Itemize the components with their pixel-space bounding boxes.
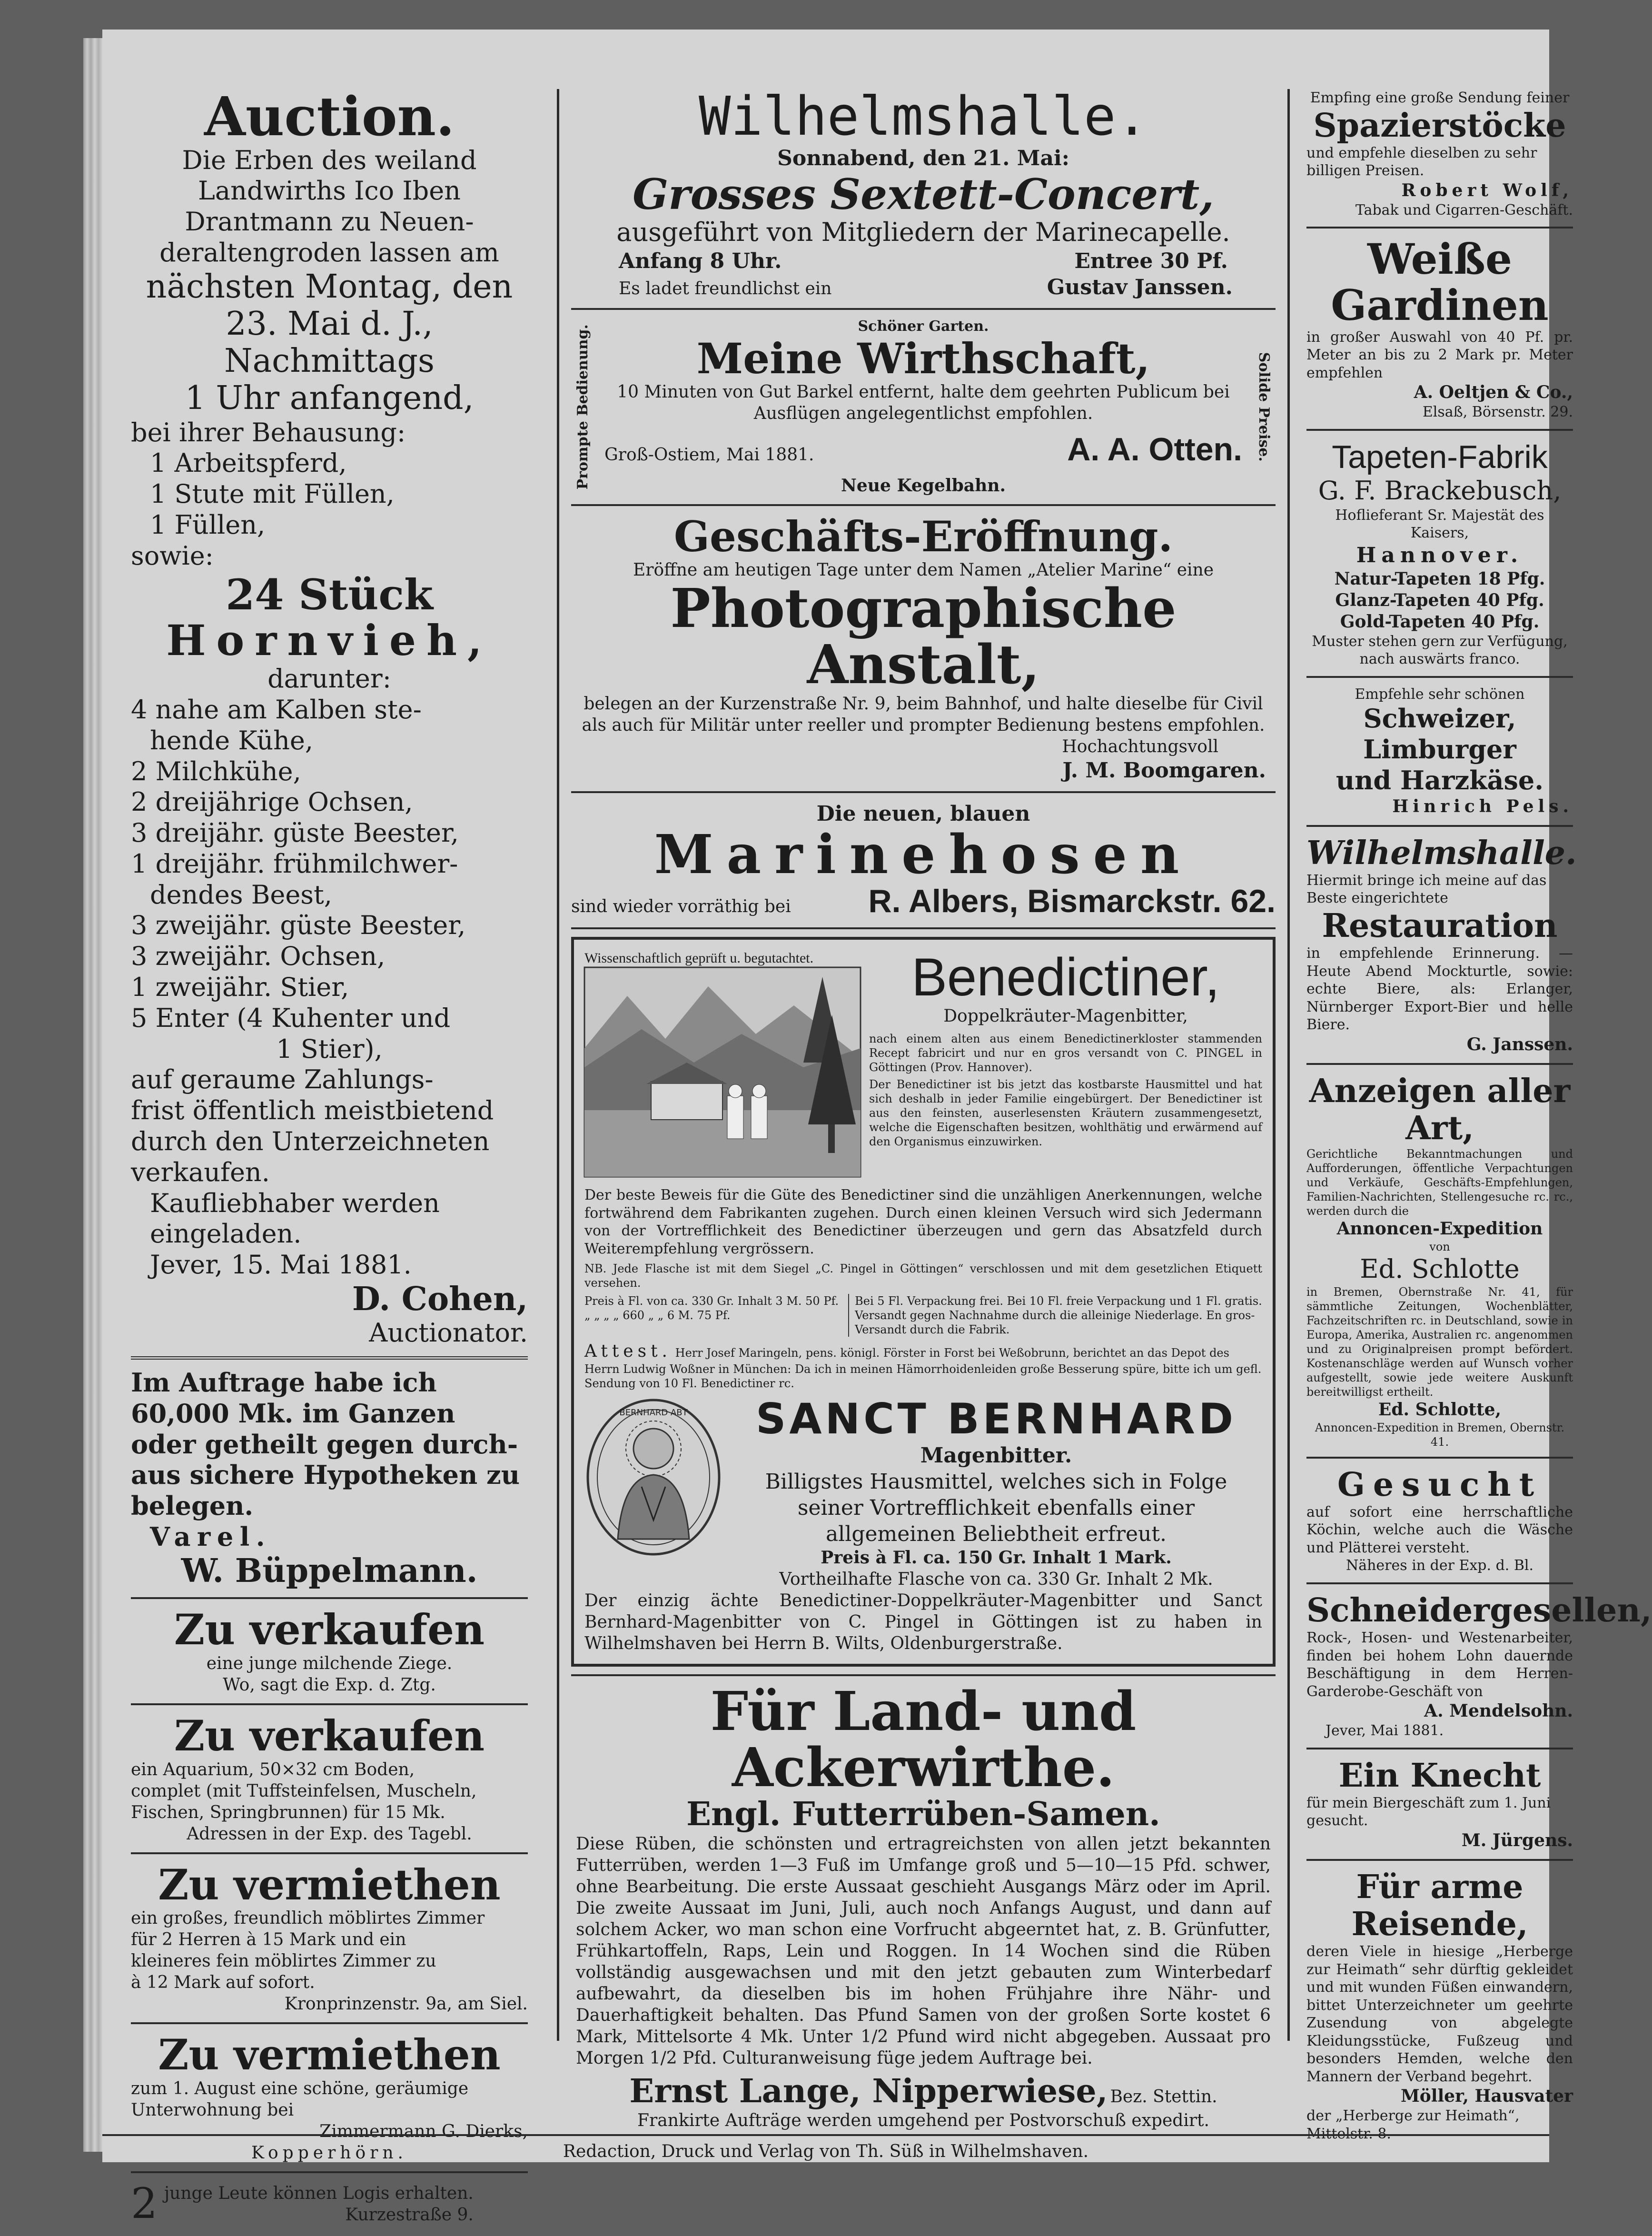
- reisende-owner: Möller, Hausvater: [1400, 2086, 1573, 2107]
- bene-price-note: Bei 5 Fl. Verpackung frei. Bei 10 Fl. freie Verpackung und 1 Fl. gratis. Versandt gegen Nachnahme durch die alleinige Niederlage. En gros-Versandt durch die Fabrik.: [848, 1294, 1262, 1337]
- svg-text:BERNHARD ABT: BERNHARD ABT: [619, 1408, 688, 1418]
- gardinen-address: Elsaß, Börsenstr. 29.: [1422, 404, 1573, 421]
- auction-time: Nachmittags: [224, 342, 435, 380]
- bene-text: Der beste Beweis für die Güte des Benedictiner sind die unzähligen Anerkennungen, welche fortwährend dem Fabrikanten zugehen. Durch einen kleinen Versuch wird sich Jedermann von der Vortrefflichkeit des Benedictiner überzeugen und gern das Absatzfeld durch Weiterempfehlung vergrössern.: [584, 1187, 1262, 1257]
- wirthschaft-side: Prompte Bedienung.: [574, 324, 592, 490]
- sale-ad-aquarium: [131, 1710, 528, 1845]
- auction-item: 1 Arbeitspferd,: [150, 448, 347, 478]
- wilhelmshalle-concert-ad: [571, 86, 1276, 300]
- landwirthe-note: Frankirte Aufträge werden umgehend per Postvorschuß expedirt.: [637, 2110, 1209, 2130]
- auction-darunter: darunter:: [267, 664, 391, 694]
- bernhard-price: Preis à Fl. ca. 150 Gr. Inhalt 1 Mark.: [821, 1548, 1172, 1568]
- schneider-text: Rock-, Hosen- und Westenarbeiter, finden bei hohem Lohn dauernde Beschäftigung in dem Herren-Garderobe-Geschäft von: [1306, 1630, 1573, 1700]
- wirthschaft-side: Solide Preise.: [1255, 352, 1272, 462]
- kaese-intro: Empfehle sehr schönen: [1355, 686, 1525, 703]
- landwirthe-seller: Ernst Lange, Nipperwiese,: [629, 2072, 1108, 2110]
- auction-ad: [131, 86, 528, 1349]
- restauration-venue: Wilhelmshalle.: [1306, 834, 1577, 872]
- bene-nb: NB. Jede Flasche ist mit dem Siegel „C. Pingel in Göttingen“ verschlossen und mit dem gesetzlichen Etiquett versehen.: [584, 1262, 1262, 1290]
- auction-item: 1 dreijähr. frühmilchwer-: [131, 848, 458, 879]
- stoecke-title: Spazierstöcke: [1313, 106, 1566, 145]
- mountain-monastery-illustration: [584, 949, 861, 1183]
- wirthschaft-place: Groß-Ostiem, Mai 1881.: [604, 445, 814, 465]
- sale-text: ein Aquarium, 50×32 cm Boden,: [131, 1759, 415, 1779]
- schneider-ad: [1306, 1591, 1652, 1740]
- rent-text: kleineres fein möblirtes Zimmer zu: [131, 1951, 436, 1971]
- auction-item: 1 Stute mit Füllen,: [150, 479, 395, 509]
- auction-item: 3 dreijähr. güste Beester,: [131, 818, 459, 848]
- tapeten-role: Hoflieferant Sr. Majestät des Kaisers,: [1335, 507, 1544, 542]
- marinehosen-top: Die neuen, blauen: [816, 801, 1030, 826]
- auction-date: 23. Mai d. J.,: [226, 305, 433, 343]
- tapeten-city: Hannover.: [1356, 543, 1523, 567]
- bernhard-text: Billigstes Hausmittel, welches sich in Folge seiner Vortrefflichkeit ebenfalls einer allgemeinen Beliebtheit erfreut.: [765, 1470, 1227, 1547]
- gesucht-ad: [1306, 1466, 1573, 1575]
- page-edge: [83, 38, 102, 2152]
- wirthschaft-bottom: Neue Kegelbahn.: [841, 475, 1006, 496]
- auction-headline: 24 Stück: [226, 569, 433, 619]
- marinehosen-title: Marinehosen: [654, 823, 1193, 886]
- stoecke-intro: Empfing eine große Sendung feiner: [1310, 89, 1570, 106]
- landwirthe-title: Für Land- und Ackerwirthe.: [710, 1680, 1137, 1799]
- concert-title: Grosses Sextett-Concert,: [633, 169, 1214, 219]
- auction-time: 1 Uhr anfangend,: [185, 379, 474, 417]
- marinehosen-seller: R. Albers, Bismarckstr. 62.: [868, 883, 1276, 920]
- mortgage-place: Varel.: [150, 1521, 272, 1552]
- concert-venue: Wilhelmshalle.: [698, 86, 1148, 148]
- restauration-intro: Hiermit bringe ich meine auf das Beste eingerichtete: [1306, 872, 1547, 907]
- photo-regards: Hochachtungsvoll: [1062, 736, 1218, 756]
- kaese-title: Schweizer, Limburger: [1363, 703, 1516, 765]
- sale-title: Zu verkaufen: [174, 1710, 485, 1760]
- auction-item: dendes Beest,: [150, 879, 332, 910]
- mortgage-text: aus sichere Hypotheken zu: [131, 1460, 520, 1491]
- bene-title: Benedictiner,: [911, 947, 1220, 1007]
- sale-text: Fischen, Springbrunnen) für 15 Mk.: [131, 1802, 445, 1822]
- auction-signer: D. Cohen,: [352, 1280, 528, 1319]
- bene-tested: Wissenschaftlich geprüft u. begutachtet.: [584, 950, 814, 966]
- tapeten-price: Natur-Tapeten 18 Pfg.: [1334, 568, 1545, 589]
- engraving-image: [584, 967, 861, 1177]
- auction-item: 2 dreijährige Ochsen,: [131, 787, 413, 817]
- photo-title: Geschäfts-Eröffnung.: [673, 511, 1173, 561]
- auction-item: 4 nahe am Kalben ste-: [131, 694, 422, 725]
- kaese-owner: Hinrich Pels.: [1392, 796, 1573, 816]
- rent-text: für 2 Herren à 15 Mark und ein: [131, 1930, 406, 1950]
- left-column: [131, 86, 535, 2228]
- right-column: [1306, 89, 1652, 2142]
- concert-date: Sonnabend, den 21. Mai:: [777, 146, 1069, 170]
- reisende-title: Für arme Reisende,: [1351, 1868, 1528, 1943]
- sale-title: Zu verkaufen: [174, 1605, 485, 1654]
- concert-host: Gustav Janssen.: [1047, 275, 1233, 300]
- logis-ad: [131, 2181, 528, 2227]
- restauration-owner: G. Janssen.: [1466, 1034, 1573, 1054]
- kaese-title: und Harzkäse.: [1335, 765, 1544, 795]
- photo-text: belegen an der Kurzenstraße Nr. 9, beim Bahnhof, und halte dieselbe für Civil als auch für Militär unter reeller und prompter Bedienung bestens empfohlen.: [582, 694, 1265, 735]
- anzeigen-headline: Annoncen-Expedition: [1336, 1218, 1543, 1239]
- gardinen-title: Weiße Gardinen: [1331, 234, 1549, 330]
- gesucht-title: Gesucht: [1337, 1465, 1543, 1504]
- auction-place: bei ihrer Behausung:: [131, 417, 406, 447]
- auction-headline: Hornvieh,: [166, 616, 493, 666]
- auction-date-place: Jever, 15. Mai 1881.: [150, 1250, 412, 1280]
- knecht-ad: [1306, 1757, 1573, 1851]
- auction-item: 1 Stier),: [276, 1034, 383, 1064]
- wirthschaft-title: Meine Wirthschaft,: [696, 333, 1150, 383]
- benedictiner-ad: [571, 937, 1276, 1667]
- wirthschaft-owner: A. A. Otten.: [1067, 431, 1242, 468]
- auction-date: nächsten Montag, den: [146, 268, 513, 306]
- reisende-text: deren Viele in hiesige „Herberge zur Heimath“ sehr dürftig gekleidet und mit wunden Füßen einwandern, bittet Unterzeichneter um geehrte Zusendung von abgelegte Kleidungsstücke, Fußzeug und besonders Hemden, welche den Mannern der Verband begehrt.: [1306, 1943, 1573, 2085]
- auction-buyers: Kaufliebhaber werden eingeladen.: [150, 1188, 440, 1249]
- auction-item: 3 zweijähr. güste Beester,: [131, 910, 466, 941]
- stoecke-text: und empfehle dieselben zu sehr billigen Preisen.: [1306, 144, 1537, 179]
- auction-item: 2 Milchkühe,: [131, 756, 301, 786]
- anzeigen-name: Ed. Schlotte: [1360, 1253, 1520, 1284]
- auction-item: 1 zweijähr. Stier,: [131, 972, 349, 1003]
- restauration-text: in empfehlende Erinnerung. — Heute Abend Mockturtle, sowie: echte Biere, als: Erlanger, Nürnberger Export-Bier und helle Biere.: [1306, 945, 1573, 1034]
- gardinen-owner: A. Oeltjen & Co.,: [1414, 382, 1573, 403]
- photo-owner: J. M. Boomgaren.: [1062, 758, 1266, 783]
- auction-item: sowie:: [131, 540, 214, 571]
- knecht-text: für mein Biergeschäft zum 1. Juni gesucht.: [1306, 1794, 1551, 1829]
- kaese-ad: [1306, 686, 1573, 817]
- knecht-title: Ein Knecht: [1338, 1756, 1541, 1795]
- spazierstoecke-ad: [1306, 89, 1573, 219]
- auction-item: 3 zweijähr. Ochsen,: [131, 941, 386, 972]
- bene-attest: Herr Josef Maringeln, pens. königl. Förster in Forst bei Weßobrunn, berichtet an das Depot des Herrn Ludwig Woßner in München: Da ich in meinen Hämorrhoidenleiden große Besserung spüre, bitte ich um gefl. Sendung von 10 Fl. Benedictiner rc.: [584, 1346, 1262, 1391]
- concert-entry: Entree 30 Pf.: [1074, 249, 1228, 274]
- schneider-owner: A. Mendelsohn.: [1424, 1701, 1573, 1721]
- rent-text: ein großes, freundlich möblirtes Zimmer: [131, 1908, 485, 1928]
- logis-number: 2: [131, 2179, 158, 2228]
- stoecke-shop: Tabak und Cigarren-Geschäft.: [1355, 201, 1573, 219]
- reisende-where: der „Herberge zur Heimath“, Mittelstr. 8.: [1306, 2107, 1520, 2142]
- tapeten-price: Glanz-Tapeten 40 Pfg.: [1335, 590, 1544, 610]
- auction-terms: durch den Unterzeichneten: [131, 1126, 490, 1157]
- bernhard-text3: Der einzig ächte Benedictiner-Doppelkräuter-Magenbitter und Sanct Bernhard-Magenbitter von C. Pingel in Göttingen ist zu haben in Wilhelmshaven bei Herrn B. Wilts, Oldenburgerstraße.: [584, 1591, 1262, 1654]
- sanct-bernhard-medallion: [584, 1396, 722, 1558]
- rent-name: Zimmermann G. Dierks,: [319, 2122, 528, 2142]
- bene-text: nach einem alten aus einem Benedictinerkloster stammenden Recept fabricirt und nur en gros versandt von C. PINGEL in Göttingen (Prov. Hannover).: [869, 1032, 1262, 1074]
- marinehosen-ad: [571, 801, 1276, 920]
- bernhard-text2: Vortheilhafte Flasche von ca. 330 Gr. Inhalt 2 Mk.: [779, 1570, 1213, 1590]
- mortgage-text: 60,000 Mk. im Ganzen: [131, 1398, 455, 1429]
- photo-headline: Photographische Anstalt,: [670, 577, 1177, 696]
- auction-title: Auction.: [204, 86, 455, 148]
- landwirthe-subtitle: Engl. Futterrüben-Samen.: [686, 1795, 1160, 1834]
- bene-text: Der Benedictiner ist bis jetzt das kostbarste Hausmittel und hat sich deshalb in jeder Familie eingebürgert. Der Benedictiner ist aus den feinsten, auserlesensten Kräutern zusammengesetzt, welche die Eigenschaften besitzen, wohlthätig und erwärmend auf den Organismus einzuwirken.: [869, 1078, 1262, 1149]
- tapeten-ad: [1306, 438, 1573, 668]
- imprint-footer: Redaction, Druck und Verlag von Th. Süß in Wilhelmshaven.: [563, 2142, 1089, 2161]
- gesucht-where: Näheres in der Exp. d. Bl.: [1345, 1557, 1534, 1574]
- wirthschaft-ad: [571, 318, 1276, 496]
- bene-price: Preis à Fl. von ca. 330 Gr. Inhalt 3 M. 50 Pf.: [584, 1294, 839, 1308]
- anzeigen-sign2: Annoncen-Expedition in Bremen, Obernstr. 41.: [1315, 1421, 1565, 1449]
- tapeten-price: Gold-Tapeten 40 Pfg.: [1340, 611, 1540, 632]
- rent-place: Kopperhörn.: [251, 2143, 407, 2163]
- rent-text: à 12 Mark auf sofort.: [131, 1973, 315, 1993]
- anzeigen-title: Anzeigen aller Art,: [1309, 1072, 1571, 1147]
- auction-signer-role: Auctionator.: [369, 1318, 528, 1348]
- bernhard-medallion-image: [584, 1396, 722, 1558]
- bene-subtitle: Doppelkräuter-Magenbitter,: [943, 1006, 1188, 1026]
- auction-terms: verkaufen.: [131, 1157, 270, 1187]
- auction-text: Drantmann zu Neuen-: [185, 207, 474, 237]
- landwirthe-text: Diese Rüben, die schönsten und ertragreichsten von allen jetzt bekannten Futterrüben, werden 1—3 Fuß im Umfange groß und 5—10—15 Pfd. schwer, ohne Bearbeitung. Die erste Aussaat geschieht Ausgangs März oder im April. Die zweite Aussaat im Juni, Juli, auch noch Anfangs August, und dann auf solchem Acker, wo man schon eine Vorfrucht abgeerntet hat, z. B. Grünfutter, Frühkartoffeln, Raps, Lein und Roggen. In 14 Wochen sind die Rüben vollständig ausgewachsen und mit den jetzt gebauten zum Winterbedarf aufbewahrt, da dieselben bis im hohen Frühjahre ihre Nähr- und Dauerhaftigkeit behalten. Das Pfund Samen von der großen Sorte kostet 6 Mark, Mittelsorte 4 Mk. Unter 1/2 Pfund wird nicht abgegeben. Aussaat pro Morgen 1/2 Pfd. Culturanweisung füge jedem Auftrage bei.: [576, 1834, 1271, 2068]
- bene-price: „ „ „ „ 660 „ „ 6 M. 75 Pf.: [584, 1309, 731, 1322]
- mortgage-ad: [131, 1367, 528, 1590]
- landwirthe-ad: [571, 1680, 1276, 2131]
- auction-item: hende Kühe,: [150, 725, 314, 755]
- middle-column: [571, 86, 1276, 2130]
- auction-text: Die Erben des weiland: [182, 145, 477, 175]
- anzeigen-text: Gerichtliche Bekanntmachungen und Aufforderungen, öffentliche Verpachtungen und Verkäufe, Geschäfts-Empfehlungen, Familien-Nachrichten, Stellengesuche rc. rc., werden durch die: [1306, 1147, 1573, 1218]
- auction-item: 5 Enter (4 Kuhenter und: [131, 1003, 451, 1033]
- bene-attest-label: Attest.: [584, 1342, 672, 1361]
- newspaper-page: [102, 30, 1652, 2228]
- gardinen-ad: [1306, 236, 1573, 421]
- sale-ad-goat: [131, 1607, 528, 1696]
- mortgage-text: oder getheilt gegen durch-: [131, 1429, 518, 1460]
- restauration-ad: [1306, 834, 1577, 1055]
- tapeten-title: Tapeten-Fabrik: [1332, 438, 1548, 475]
- knecht-owner: M. Jürgens.: [1461, 1830, 1573, 1850]
- bernhard-subtitle: Magenbitter.: [920, 1443, 1072, 1468]
- marinehosen-text: sind wieder vorräthig bei: [571, 897, 791, 917]
- wirthschaft-top: Schöner Garten.: [858, 318, 989, 335]
- mortgage-signer: W. Büppelmann.: [181, 1551, 478, 1590]
- gesucht-text: auf sofort eine herrschaftliche Köchin, welche auch die Wäsche und Plätterei versteht.: [1306, 1503, 1573, 1556]
- column-divider: [557, 89, 559, 2041]
- mortgage-text: belegen.: [131, 1491, 254, 1521]
- anzeigen-text2: in Bremen, Obernstraße Nr. 41, für sämmtliche Zeitungen, Wochenblätter, Fachzeitschriften rc. in Deutschland, sowie in Europa, Amerika, Australien rc. angenommen und zu Originalpreisen prompt befördert. Kostenanschläge werden auf Wunsch vorher aufgestellt, sowie jede weitere Auskunft bereitwilligst ertheilt.: [1306, 1285, 1573, 1399]
- rent-text: Unterwohnung bei: [131, 2100, 294, 2120]
- wirthschaft-text: 10 Minuten von Gut Barkel entfernt, halte dem geehrten Publicum bei Ausflügen angelegentlichst empfohlen.: [617, 382, 1230, 424]
- concert-start: Anfang 8 Uhr.: [619, 249, 782, 274]
- gardinen-text: in großer Auswahl von 40 Pf. pr. Meter an bis zu 2 Mark pr. Meter empfehlen: [1306, 328, 1573, 381]
- landwirthe-seller-place: Bez. Stettin.: [1110, 2087, 1217, 2107]
- tapeten-owner: G. F. Brackebusch,: [1318, 475, 1562, 506]
- rent-where: Kronprinzenstr. 9a, am Siel.: [284, 1994, 528, 2014]
- bernhard-title: SANCT BERNHARD: [755, 1394, 1237, 1444]
- logis-text: junge Leute können Logis erhalten.: [164, 2183, 474, 2203]
- rent-title: Zu vermiethen: [158, 1859, 501, 1909]
- schneider-title: Schneidergesellen,: [1306, 1591, 1652, 1630]
- sale-where: Wo, sagt die Exp. d. Ztg.: [223, 1675, 436, 1695]
- auction-text: deraltengroden lassen am: [159, 237, 499, 268]
- photo-studio-ad: [571, 511, 1276, 784]
- photo-intro: Eröffne am heutigen Tage unter dem Namen „Atelier Marine“ eine: [633, 560, 1214, 580]
- sale-text: complet (mit Tuffsteinfelsen, Muscheln,: [131, 1781, 477, 1801]
- concert-invite: Es ladet freundlichst ein: [619, 279, 832, 299]
- auction-text: Landwirths Ico Iben: [198, 176, 461, 206]
- rent-title: Zu vermiethen: [158, 2030, 501, 2080]
- column-divider: [1287, 89, 1290, 2041]
- stoecke-owner: Robert Wolf,: [1401, 180, 1573, 200]
- auction-item: 1 Füllen,: [150, 509, 266, 540]
- tapeten-note: Muster stehen gern zur Verfügung, nach auswärts franco.: [1312, 633, 1568, 668]
- concert-performers: ausgeführt von Mitgliedern der Marinecapelle.: [616, 217, 1230, 248]
- rent-ad-rooms: [131, 1859, 528, 2015]
- mortgage-text: Im Auftrage habe ich: [131, 1367, 437, 1398]
- auction-terms: frist öffentlich meistbietend: [131, 1095, 494, 1126]
- anzeigen-ad: [1306, 1073, 1573, 1449]
- restauration-headline: Restauration: [1322, 906, 1558, 945]
- rent-text: zum 1. August eine schöne, geräumige: [131, 2079, 469, 2099]
- sale-where: Adressen in der Exp. des Tagebl.: [187, 1824, 472, 1844]
- schneider-place: Jever, Mai 1881.: [1326, 1722, 1444, 1739]
- anzeigen-von: von: [1429, 1240, 1450, 1253]
- logis-address: Kurzestraße 9.: [345, 2205, 474, 2225]
- auction-terms: auf geraume Zahlungs-: [131, 1064, 434, 1095]
- anzeigen-sign: Ed. Schlotte,: [1378, 1399, 1502, 1420]
- sale-text: eine junge milchende Ziege.: [206, 1653, 453, 1673]
- reisende-ad: [1306, 1868, 1573, 2143]
